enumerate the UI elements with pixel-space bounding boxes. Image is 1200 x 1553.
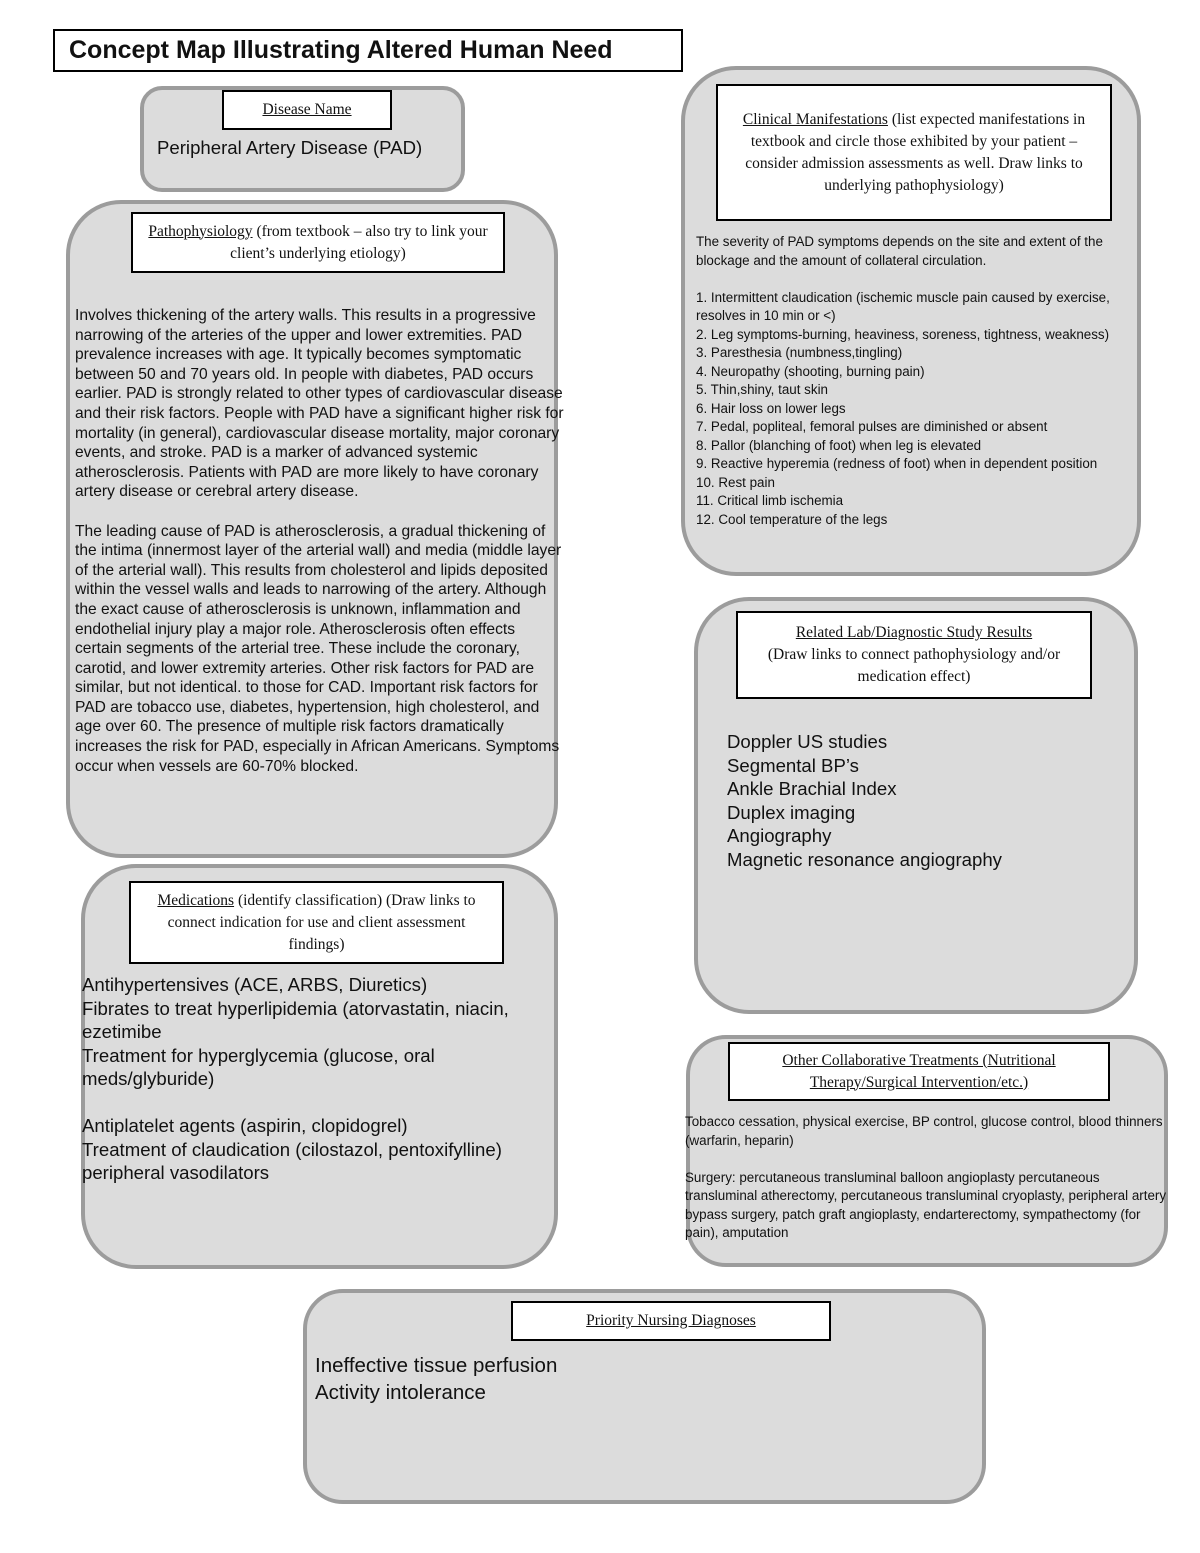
pathophysiology-paragraph-1: Involves thickening of the artery walls. This results in a progressive narrowing of the arteries of the upper and lower extremities. PAD prevalence increases with age. It typically becomes symptomatic between 50 and 70 years old. In people with diabetes, PAD occurs earlier. PAD is strongly related to other types of cardiovascular disease and their risk factors. People with PAD have a significant higher risk for mortality (in general), cardiovascular disease mortality, major coronary events, and stroke. PAD is a marker of advanced systemic atherosclerosis. Patients with PAD are more likely to have coronary artery disease or cerebral artery disease. [75,307,564,501]
page-title: Concept Map Illustrating Altered Human Need [53,29,683,72]
collaborative-treatments-paragraph-1: Tobacco cessation, physical exercise, BP control, glucose control, blood thinners (warfarin, heparin) [685,1114,1163,1148]
clinical-list-item: 3. Paresthesia (numbness,tingling) [696,345,903,360]
clinical-list-item: 10. Rest pain [696,474,775,490]
clinical-list-item: 9. Reactive hyperemia (redness of foot) when in dependent position [696,456,1098,471]
lab-results-header-label: Related Lab/Diagnostic Study Results [795,624,1033,641]
lab-results-list [727,730,1107,871]
lab-result-item: Segmental BP’s [727,754,859,776]
collaborative-treatments-header [728,1042,1110,1101]
medications-header-label: Medications [157,891,235,909]
medication-item: Treatment for hyperglycemia (glucose, oral meds/glyburide) [82,1044,435,1089]
disease-header [222,90,392,130]
clinical-list-item: 4. Neuropathy (shooting, burning pain) [696,363,925,379]
lab-result-item: Duplex imaging [727,801,856,823]
medication-item: Antiplatelet agents (aspirin, clopidogrel) [82,1115,408,1136]
medications-header-note: (identify classification) (Draw links to connect indication for use and client assessment findings) [167,891,476,953]
medication-item: peripheral vasodilators [82,1162,270,1183]
lab-results-header [736,611,1092,699]
lab-result-item: Ankle Brachial Index [727,778,897,799]
clinical-manifestations-text [696,233,1132,529]
medication-item: Fibrates to treat hyperlipidemia (atorvastatin, niacin, ezetimibe [82,997,509,1042]
medication-item: Antihypertensives (ACE, ARBS, Diuretics) [82,974,428,995]
collaborative-treatments-text [685,1113,1175,1243]
clinical-list-item: 12. Cool temperature of the legs [696,511,888,527]
pathophysiology-paragraph-2: The leading cause of PAD is atherosclerosis, a gradual thickening of the intima (innermost layer of the arterial wall) and media (middle layer of the arterial wall). This results from cholesterol and lipids deposited within the vessel walls and leads to narrowing of the artery. Although the exact cause of atherosclerosis is unknown, inflammation and endothelial injury play a major role. Atherosclerosis often effects certain segments of the arterial tree. These include the coronary, carotid, and lower extremity arteries. Other risk factors for PAD are similar, but not identical. to those for CAD. Important risk factors for PAD are tobacco use, diabetes, hypertension, high cholesterol, and age over 60. The presence of multiple risk factors dramatically increases the risk for PAD, especially in African Americans. Symptoms occur when vessels are 60-70% blocked. [75,522,562,775]
collaborative-treatments-paragraph-2: Surgery: percutaneous transluminal balloon angioplasty percutaneous transluminal atherectomy, percutaneous transluminal cryoplasty, peripheral artery bypass surgery, patch graft angioplasty, endarterectomy, sympathectomy (for pain), amputation [685,1169,1167,1240]
clinical-manifestations-header [716,84,1112,221]
disease-name: Peripheral Artery Disease (PAD) [157,137,423,158]
clinical-manifestations-header-note: (list expected manifestations in textbook and circle those exhibited by your patient – consider admission assessments as well. Draw links to underlying pathophysiology) [745,110,1086,194]
clinical-list [696,289,1132,530]
clinical-list-item: 11. Critical limb ischemia [696,493,844,508]
pathophysiology-header-note: (from textbook – also try to link your client’s underlying etiology) [230,222,488,262]
lab-results-header-note: (Draw links to connect pathophysiology and/or medication effect) [767,646,1061,685]
clinical-list-item: 7. Pedal, popliteal, femoral pulses are diminished or absent [696,419,1048,434]
lab-result-item: Angiography [727,825,832,846]
nursing-diagnoses-header [511,1301,831,1341]
medications-list [82,973,560,1185]
clinical-list-item: 2. Leg symptoms-burning, heaviness, soreness, tightness, weakness) [696,326,1110,342]
clinical-list-item: 1. Intermittent claudication (ischemic muscle pain caused by exercise, resolves in 10 min or <) [696,289,1110,323]
nursing-diagnosis-item: Activity intolerance [315,1381,486,1404]
medication-item: Treatment of claudication (cilostazol, pentoxifylline) [82,1138,502,1160]
lab-result-item: Magnetic resonance angiography [727,848,1002,870]
clinical-list-item: 5. Thin,shiny, taut skin [696,382,828,397]
clinical-manifestations-header-label: Clinical Manifestations [742,110,888,128]
clinical-list-item: 8. Pallor (blanching of foot) when leg is elevated [696,437,982,453]
lab-result-item: Doppler US studies [727,731,888,752]
disease-header-label: Disease Name [262,101,352,118]
clinical-list-item: 6. Hair loss on lower legs [696,400,846,416]
nursing-diagnoses-header-label: Priority Nursing Diagnoses [586,1312,756,1329]
medications-header [129,881,504,964]
collaborative-treatments-header-label: Other Collaborative Treatments (Nutritional Therapy/Surgical Intervention/etc.) [782,1051,1056,1091]
pathophysiology-header-label: Pathophysiology [148,222,253,240]
nursing-diagnosis-item: Ineffective tissue perfusion [315,1354,558,1377]
nursing-diagnoses-list [315,1352,557,1406]
clinical-intro: The severity of PAD symptoms depends on the site and extent of the blockage and the amount of collateral circulation. [696,234,1103,268]
pathophysiology-text [75,306,566,776]
pathophysiology-header [131,212,505,273]
